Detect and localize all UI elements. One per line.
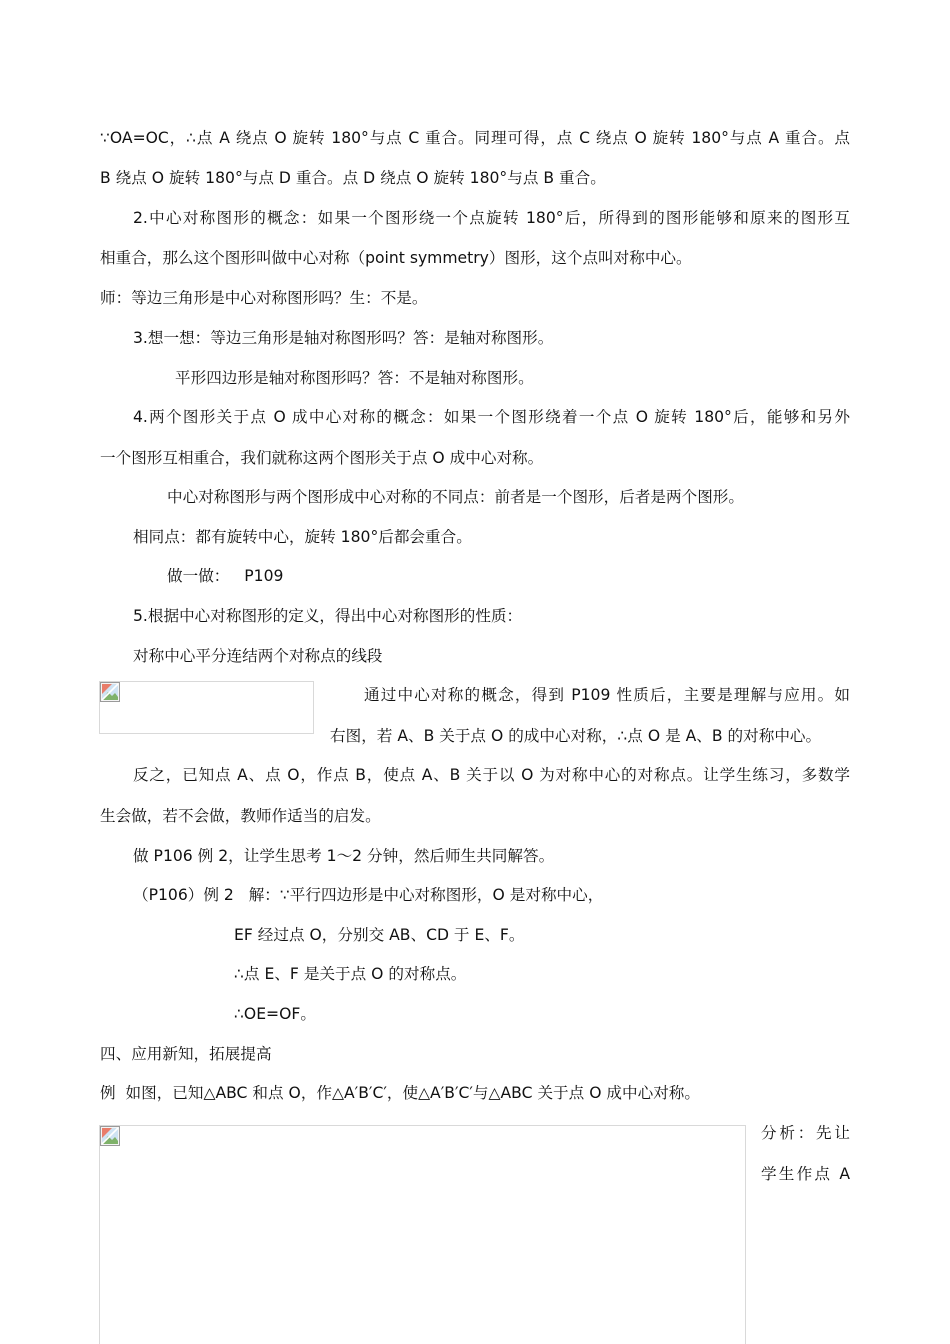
text-line: 5.根据中心对称图形的定义，得出中心对称图形的性质： xyxy=(133,607,523,625)
text-line: 4.两个图形关于点 O 成中心对称的概念：如果一个图形绕着一个点 O 旋转 180°后，能够和另外 xyxy=(133,408,850,426)
text-line: 例 如图，已知△ABC 和点 O，作△A′B′C′，使△A′B′C′与△ABC 关于点 O 成中心对称。 xyxy=(100,1084,700,1102)
text-line: 反之，已知点 A、点 O，作点 B，使点 A、B 关于以 O 为对称中心的对称点。让学生练习，多数学 xyxy=(133,766,850,784)
text-line: 生会做，若不会做，教师作适当的启发。 xyxy=(100,807,381,825)
text-line: ∴点 E、F 是关于点 O 的对称点。 xyxy=(234,965,467,983)
text-line: ∵OA=OC，∴点 A 绕点 O 旋转 180°与点 C 重合。同理可得，点 C 绕点 O 旋转 180°与点 A 重合。点 xyxy=(100,129,850,147)
section-heading: 四、应用新知，拓展提高 xyxy=(100,1045,272,1063)
text-line: 平形四边形是轴对称图形吗？答：不是轴对称图形。 xyxy=(175,369,534,387)
text-line: 一个图形互相重合，我们就称这两个图形关于点 O 成中心对称。 xyxy=(100,449,544,467)
text-line: 学生作点 A xyxy=(761,1165,850,1183)
text-line: 对称中心平分连结两个对称点的线段 xyxy=(133,647,383,665)
text-line: 做 P106 例 2，让学生思考 1～2 分钟，然后师生共同解答。 xyxy=(133,847,555,865)
text-line: B 绕点 O 旋转 180°与点 D 重合。点 D 绕点 O 旋转 180°与点 B 重合。 xyxy=(100,169,606,187)
example-figure-placeholder xyxy=(99,1125,746,1344)
text-line: 通过中心对称的概念，得到 P109 性质后，主要是理解与应用。如 xyxy=(364,686,850,704)
text-line: 做一做： P109 xyxy=(167,567,284,585)
broken-image-icon xyxy=(100,682,120,702)
text-line: ∴OE=OF。 xyxy=(234,1005,316,1023)
text-line: 相同点：都有旋转中心，旋转 180°后都会重合。 xyxy=(133,528,472,546)
text-line: EF 经过点 O，分别交 AB、CD 于 E、F。 xyxy=(234,926,525,944)
broken-image-icon xyxy=(100,1126,120,1146)
text-line: 2.中心对称图形的概念：如果一个图形绕一个点旋转 180°后，所得到的图形能够和原来的图形互 xyxy=(133,209,850,227)
text-line: 相重合，那么这个图形叫做中心对称（point symmetry）图形，这个点叫对称中心。 xyxy=(100,249,692,267)
text-line: （P106）例 2 解：∵平行四边形是中心对称图形，O 是对称中心， xyxy=(133,886,604,904)
text-line: 3.想一想：等边三角形是轴对称图形吗？答：是轴对称图形。 xyxy=(133,329,554,347)
text-line: 右图，若 A、B 关于点 O 的成中心对称，∴点 O 是 A、B 的对称中心。 xyxy=(330,727,822,745)
text-line: 分析：先让 xyxy=(761,1124,850,1142)
text-line: 师：等边三角形是中心对称图形吗？生：不是。 xyxy=(100,289,428,307)
text-line: 中心对称图形与两个图形成中心对称的不同点：前者是一个图形，后者是两个图形。 xyxy=(167,488,744,506)
figure-image-placeholder xyxy=(99,681,314,734)
